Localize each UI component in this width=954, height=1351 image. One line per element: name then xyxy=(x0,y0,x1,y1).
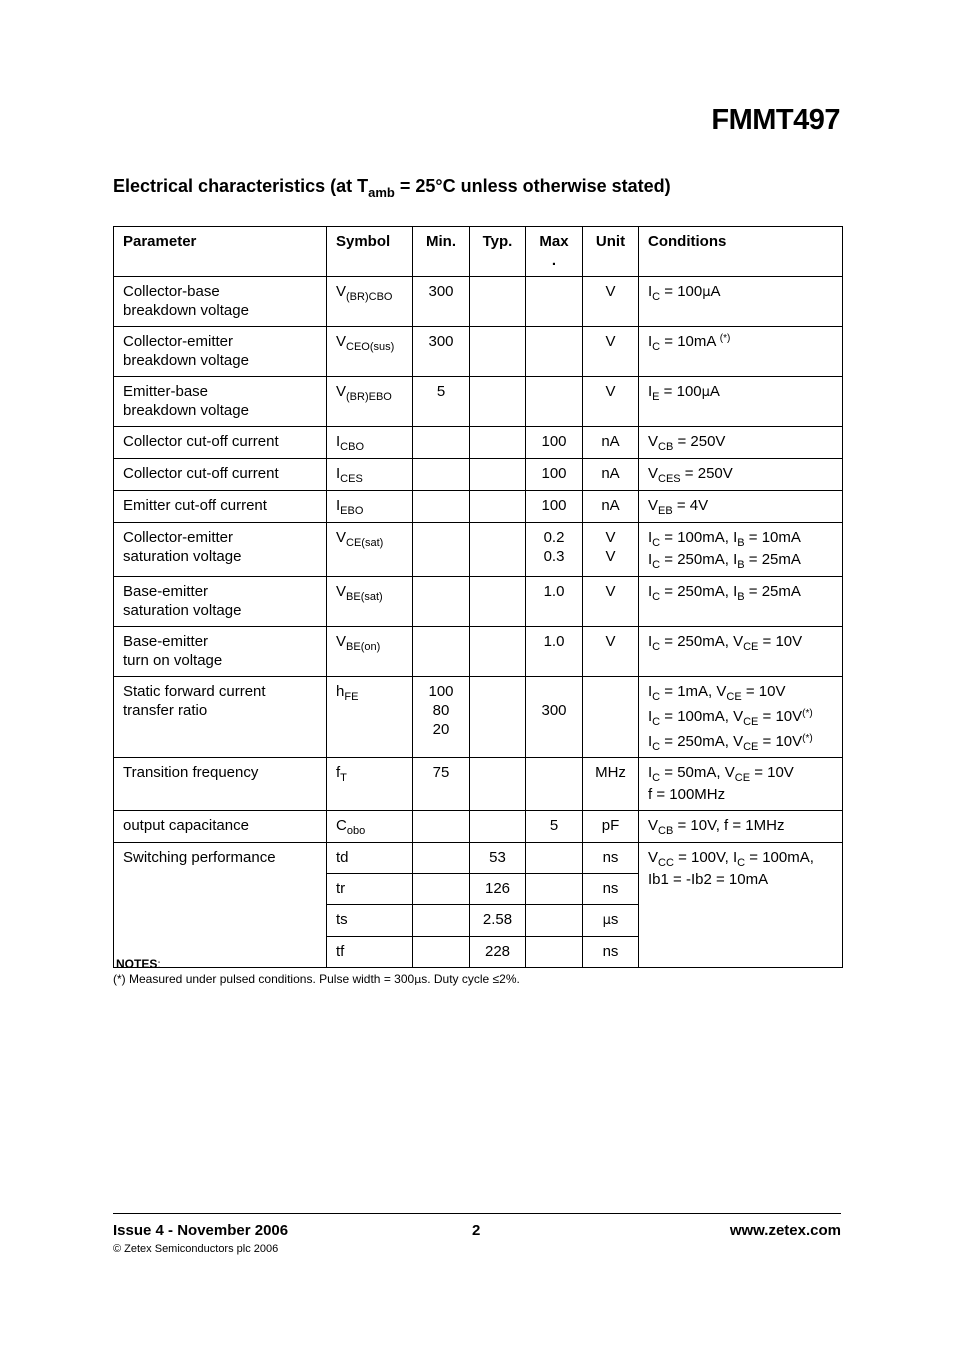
parameter-cell: Emitter cut-off current xyxy=(114,491,327,523)
conditions-cell: $I_E = 100\mu A$ xyxy=(639,377,843,427)
parameter-cell: Collector cut-off current xyxy=(114,459,327,491)
max-cell xyxy=(526,905,583,937)
symbol-cell: $I_{CBO}$ xyxy=(327,427,413,459)
unit-cell: μs xyxy=(583,905,639,937)
conditions-cell: $V_{EB} = 4V$ xyxy=(639,491,843,523)
max-cell xyxy=(526,937,583,968)
parameter-cell: Collector-base breakdown voltage xyxy=(114,277,327,327)
unit-cell: V V xyxy=(583,523,639,577)
table-row xyxy=(114,327,843,377)
conditions-cell: $I_C = 100\mu A$ xyxy=(639,277,843,327)
conditions-cell: $I_C = 50mA$, $V_{CE} = 10V$ f = 100MHz xyxy=(639,758,843,811)
header-max: Max . xyxy=(526,227,583,277)
notes-text: (*) Measured under pulsed conditions. Pulse width = 300μs. Duty cycle ≤2%. xyxy=(113,972,520,986)
max-cell xyxy=(526,277,583,327)
symbol-cell: $V_{(BR)EBO}$ xyxy=(327,377,413,427)
conditions-cell: $I_C = 250mA$, $I_B = 25mA$ xyxy=(639,577,843,627)
symbol-cell: $V_{CEO(sus)}$ xyxy=(327,327,413,377)
typ-cell: 228 xyxy=(470,937,526,968)
max-cell: 1.0 xyxy=(526,627,583,677)
symbol-cell: $V_{(BR)CBO}$ xyxy=(327,277,413,327)
min-cell xyxy=(413,523,470,577)
table-row xyxy=(114,523,843,577)
page-number: 2 xyxy=(472,1222,481,1239)
footer-url[interactable]: www.zetex.com xyxy=(729,1222,841,1239)
max-cell xyxy=(526,758,583,811)
conditions-cell: $I_C = 1mA$, $V_{CE} = 10V$ $I_C = 100mA$, $V_{CE} = 10V^{(*)}$ $I_C = 250mA$, $V_{CE} = 10V^{(*)}$ xyxy=(639,677,843,758)
parameter-cell: Switching performance xyxy=(114,843,327,968)
min-cell xyxy=(413,577,470,627)
table-header-row xyxy=(114,227,843,277)
table-row xyxy=(114,427,843,459)
conditions-cell: $I_C = 10mA$ (*) xyxy=(639,327,843,377)
max-cell xyxy=(526,377,583,427)
conditions-cell: $V_{CES} = 250V$ xyxy=(639,459,843,491)
parameter-cell: Collector-emitter saturation voltage xyxy=(114,523,327,577)
table-row xyxy=(114,459,843,491)
typ-cell: 53 xyxy=(470,843,526,874)
unit-cell: ns xyxy=(583,843,639,874)
max-cell: 0.2 0.3 xyxy=(526,523,583,577)
parameter-cell: Static forward current transfer ratio xyxy=(114,677,327,758)
unit-cell xyxy=(583,677,639,758)
typ-cell xyxy=(470,427,526,459)
symbol-cell: tr xyxy=(327,874,413,905)
table-row xyxy=(114,627,843,677)
max-cell xyxy=(526,874,583,905)
min-cell: 300 xyxy=(413,277,470,327)
table-row xyxy=(114,277,843,327)
unit-cell: ns xyxy=(583,937,639,968)
symbol-cell: $C_{obo}$ xyxy=(327,811,413,843)
conditions-cell: $V_{CB} = 10V$, f = 1MHz xyxy=(639,811,843,843)
symbol-cell: $I_{CES}$ xyxy=(327,459,413,491)
footer-issue: Issue 4 - November 2006 xyxy=(113,1222,289,1239)
typ-cell xyxy=(470,577,526,627)
table-row xyxy=(114,577,843,627)
table-row xyxy=(114,677,843,758)
min-cell: 300 xyxy=(413,327,470,377)
unit-cell: V xyxy=(583,377,639,427)
unit-cell: V xyxy=(583,577,639,627)
header-parameter: Parameter xyxy=(114,227,327,277)
unit-cell: pF xyxy=(583,811,639,843)
symbol-cell: td xyxy=(327,843,413,874)
symbol-cell: tf xyxy=(327,937,413,968)
table-row xyxy=(114,758,843,811)
header-typ: Typ. xyxy=(470,227,526,277)
notes-label: NOTES: xyxy=(116,957,161,971)
header-conditions: Conditions xyxy=(639,227,843,277)
typ-cell: 126 xyxy=(470,874,526,905)
unit-cell: nA xyxy=(583,427,639,459)
max-cell: 100 xyxy=(526,427,583,459)
conditions-cell: $V_{CB} = 250V$ xyxy=(639,427,843,459)
typ-cell xyxy=(470,627,526,677)
min-cell xyxy=(413,627,470,677)
header-symbol: Symbol xyxy=(327,227,413,277)
conditions-cell: $I_C = 100mA$, $I_B = 10mA$ $I_C = 250mA$, $I_B = 25mA$ xyxy=(639,523,843,577)
min-cell xyxy=(413,811,470,843)
unit-cell: MHz xyxy=(583,758,639,811)
table-row xyxy=(114,811,843,843)
parameter-cell: Transition frequency xyxy=(114,758,327,811)
section-title: Electrical characteristics (at $T_{amb} = 25^\circ C$ unless otherwise stated) xyxy=(113,176,671,200)
parameter-cell: Emitter-base breakdown voltage xyxy=(114,377,327,427)
symbol-cell: $f_T$ xyxy=(327,758,413,811)
header-min: Min. xyxy=(413,227,470,277)
electrical-characteristics-table xyxy=(113,226,843,968)
footer-copyright: © Zetex Semiconductors plc 2006 xyxy=(113,1243,279,1255)
conditions-cell: $V_{CC} = 100V$, $I_C = 100mA$, Ib1 = -Ib2 = 10mA xyxy=(639,843,843,968)
parameter-cell: Base-emitter saturation voltage xyxy=(114,577,327,627)
max-cell: 5 xyxy=(526,811,583,843)
max-cell: 100 xyxy=(526,459,583,491)
typ-cell xyxy=(470,459,526,491)
typ-cell xyxy=(470,491,526,523)
typ-cell: 2.58 xyxy=(470,905,526,937)
unit-cell: ns xyxy=(583,874,639,905)
symbol-cell: $I_{EBO}$ xyxy=(327,491,413,523)
parameter-cell: Collector-emitter breakdown voltage xyxy=(114,327,327,377)
unit-cell: nA xyxy=(583,491,639,523)
footer-divider xyxy=(113,1213,841,1214)
min-cell xyxy=(413,427,470,459)
symbol-cell: $h_{FE}$ xyxy=(327,677,413,758)
conditions-cell: $I_C = 250mA$, $V_{CE} = 10V$ xyxy=(639,627,843,677)
unit-cell: nA xyxy=(583,459,639,491)
symbol-cell: ts xyxy=(327,905,413,937)
max-cell xyxy=(526,843,583,874)
parameter-cell: Base-emitter turn on voltage xyxy=(114,627,327,677)
max-cell: 1.0 xyxy=(526,577,583,627)
min-cell xyxy=(413,491,470,523)
min-cell xyxy=(413,874,470,905)
table-row xyxy=(114,843,843,874)
typ-cell xyxy=(470,277,526,327)
typ-cell xyxy=(470,811,526,843)
symbol-cell: $V_{BE(on)}$ xyxy=(327,627,413,677)
unit-cell: V xyxy=(583,627,639,677)
typ-cell xyxy=(470,677,526,758)
typ-cell xyxy=(470,327,526,377)
typ-cell xyxy=(470,523,526,577)
max-cell: 100 xyxy=(526,491,583,523)
parameter-cell: Collector cut-off current xyxy=(114,427,327,459)
unit-cell: V xyxy=(583,327,639,377)
min-cell: 100 80 20 xyxy=(413,677,470,758)
max-cell: 300 xyxy=(526,677,583,758)
part-number: FMMT497 xyxy=(711,104,840,136)
symbol-cell: $V_{CE(sat)}$ xyxy=(327,523,413,577)
header-unit: Unit xyxy=(583,227,639,277)
min-cell xyxy=(413,459,470,491)
min-cell xyxy=(413,905,470,937)
table-row xyxy=(114,491,843,523)
min-cell: 75 xyxy=(413,758,470,811)
typ-cell xyxy=(470,377,526,427)
min-cell: 5 xyxy=(413,377,470,427)
table-row xyxy=(114,377,843,427)
notes xyxy=(113,957,520,987)
parameter-cell: output capacitance xyxy=(114,811,327,843)
min-cell xyxy=(413,843,470,874)
typ-cell xyxy=(470,758,526,811)
unit-cell: V xyxy=(583,277,639,327)
max-cell xyxy=(526,327,583,377)
symbol-cell: $V_{BE(sat)}$ xyxy=(327,577,413,627)
